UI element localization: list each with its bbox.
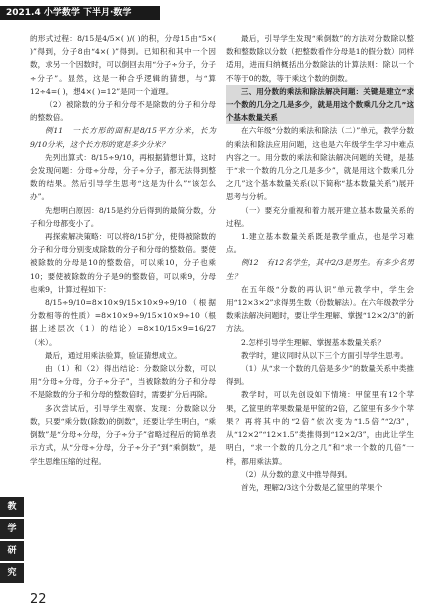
left-column xyxy=(30,32,216,468)
paragraph: 由（1）和（2）得出结论：分数除以分数，可以用“分母÷分母，分子÷分子”，当被除数的分子和分母不是除数的分子和分母的整数倍时，需要扩分后再除。 xyxy=(30,364,216,400)
header-title: 2021.4 小学数学 下半月·数学 xyxy=(6,8,132,18)
paragraph: 多次尝试后，引导学生观察、发现：分数除以分数，只要“乘分数(除数)的倒数”，还要让学生明白，“乘倒数”是“分母÷分母，分子÷分子”省略过程后的简单表示方式，从“分母÷分母，分子÷分子”到“乘倒数”，是学生思维压缩的过程。 xyxy=(30,403,216,466)
right-column xyxy=(226,32,414,494)
example-12: 例12 有12名学生，其中2/3是男生。有多少名男生？ xyxy=(226,258,414,281)
paragraph: 最后，通过用乘法验算，验证猜想成立。 xyxy=(45,350,182,360)
calculation: 8/15÷9/10=8×10×9/15×10×9÷9/10（根据分数相等的性质）=8×10×9÷9/15×10×9÷10（根据上述层次（1）的结论）=8×10/15×9=16/27（米）。 xyxy=(30,298,216,347)
page-header xyxy=(0,0,427,30)
paragraph: 的形式过程：8/15是4/5×( )/( )的积，分母15由“5×( )”得到，分子8由“4×( )”得到。已知积和其中一个因数，求另一个因数时，可以倒回去用“分子÷分子，分子÷分子”。显然，这是一种合乎逻辑的猜想，与“算12÷4=( )，想4×( )=12”是同一个道理。 xyxy=(30,34,216,96)
paragraph: 最后，引导学生发现“乘倒数”的方法对分数除以整数和整数除以分数（把整数看作分母是1的假分数）同样适用，进而归纳概括出分数除法的计算法则：除以一个不等于0的数，等于乘这个数的倒数。 xyxy=(226,34,414,83)
paragraph: 首先，理解2/3这个分数是乙筐里的苹果个 xyxy=(241,482,383,492)
paragraph: 教学时，可以先创设如下情境：甲筐里有12个苹果，乙筐里的苹果数量是甲筐的2倍，乙筐里有多少个苹果？再将其中的“2倍”依次变为“1.5倍”“2/3”，从“12×2”“12×1.5”类推得到“12×2/3”，由此让学生明白，“求一个数的几分之几”和“求一个数的几倍”一样，都用乘法算。 xyxy=(226,390,414,466)
side-tab-jiu: 究 xyxy=(0,563,24,583)
side-tab-jiao: 教 xyxy=(0,497,24,517)
paragraph: （2）被除数的分子和分母不是除数的分子和分母的整数倍。 xyxy=(30,100,216,123)
paragraph: （2）从分数的意义中推导得到。 xyxy=(241,469,353,479)
paragraph: 在五年级“分数的再认识”单元教学中，学生会用“12×3×2”求得男生数（份数解法）。在六年级教学分数乘法解决问题时，要让学生理解、掌握“12×2/3”的新方法。 xyxy=(226,284,414,334)
paragraph: 2.怎样引导学生理解、掌握基本数量关系？ xyxy=(241,337,385,347)
paragraph: 教学时，建议同时从以下三个方面引导学生思考。 xyxy=(241,350,409,360)
side-tab-xue: 学 xyxy=(0,519,24,539)
page-number: 22 xyxy=(30,592,47,607)
section-heading: 三、用分数的乘法和除法解决问题：关键是建立“求一个数的几分之几是多少，就是用这个数乘几分之几”这个基本数量关系 xyxy=(226,85,414,125)
paragraph: 1.建立基本数量关系既是教学重点，也是学习难点。 xyxy=(226,232,414,255)
example-11: 例11 一长方形的面积是8/15平方分米，长为9/10分米，这个长方形的宽是多少分米？ xyxy=(30,126,216,149)
paragraph: （一）要充分重视和着力展开建立基本数量关系的过程。 xyxy=(226,205,414,228)
paragraph: 先想明白原因：8/15是约分后得到的最简分数，分子和分母都变小了。 xyxy=(30,205,216,228)
paragraph: 在六年级“分数的乘法和除法（二）”单元，教学分数的乘法和除法应用问题，这也是六年级学生学习中难点内容之一。用分数的乘法和除法解决问题的关键，是基于“求一个数的几分之几是多少”，就是用这个数乘几分之几”这个基本数量关系(以下简称“基本数量关系”)展开思考与分析。 xyxy=(226,126,414,202)
paragraph: 再探索解决策略：可以将8/15扩分，使得被除数的分子和分母分别变成除数的分子和分母的整数倍。要使被除数的分母是10的整数倍，可以乘10，分子也乘10；要使被除数的分子是9的整数倍，可以乘9，分母也乘9，计算过程如下： xyxy=(30,232,216,294)
side-tab-yan: 研 xyxy=(0,541,24,561)
paragraph: （1）从“求一个数的几倍是多少”的数量关系中类推得到。 xyxy=(226,364,414,387)
paragraph: 先列出算式：8/15÷9/10，再根据猜想计算，这时会发现问题：分母÷分母，分子÷分子，都无法得到整数的结果。然后引导学生思考“这是为什么”“该怎么办”。 xyxy=(30,152,216,202)
